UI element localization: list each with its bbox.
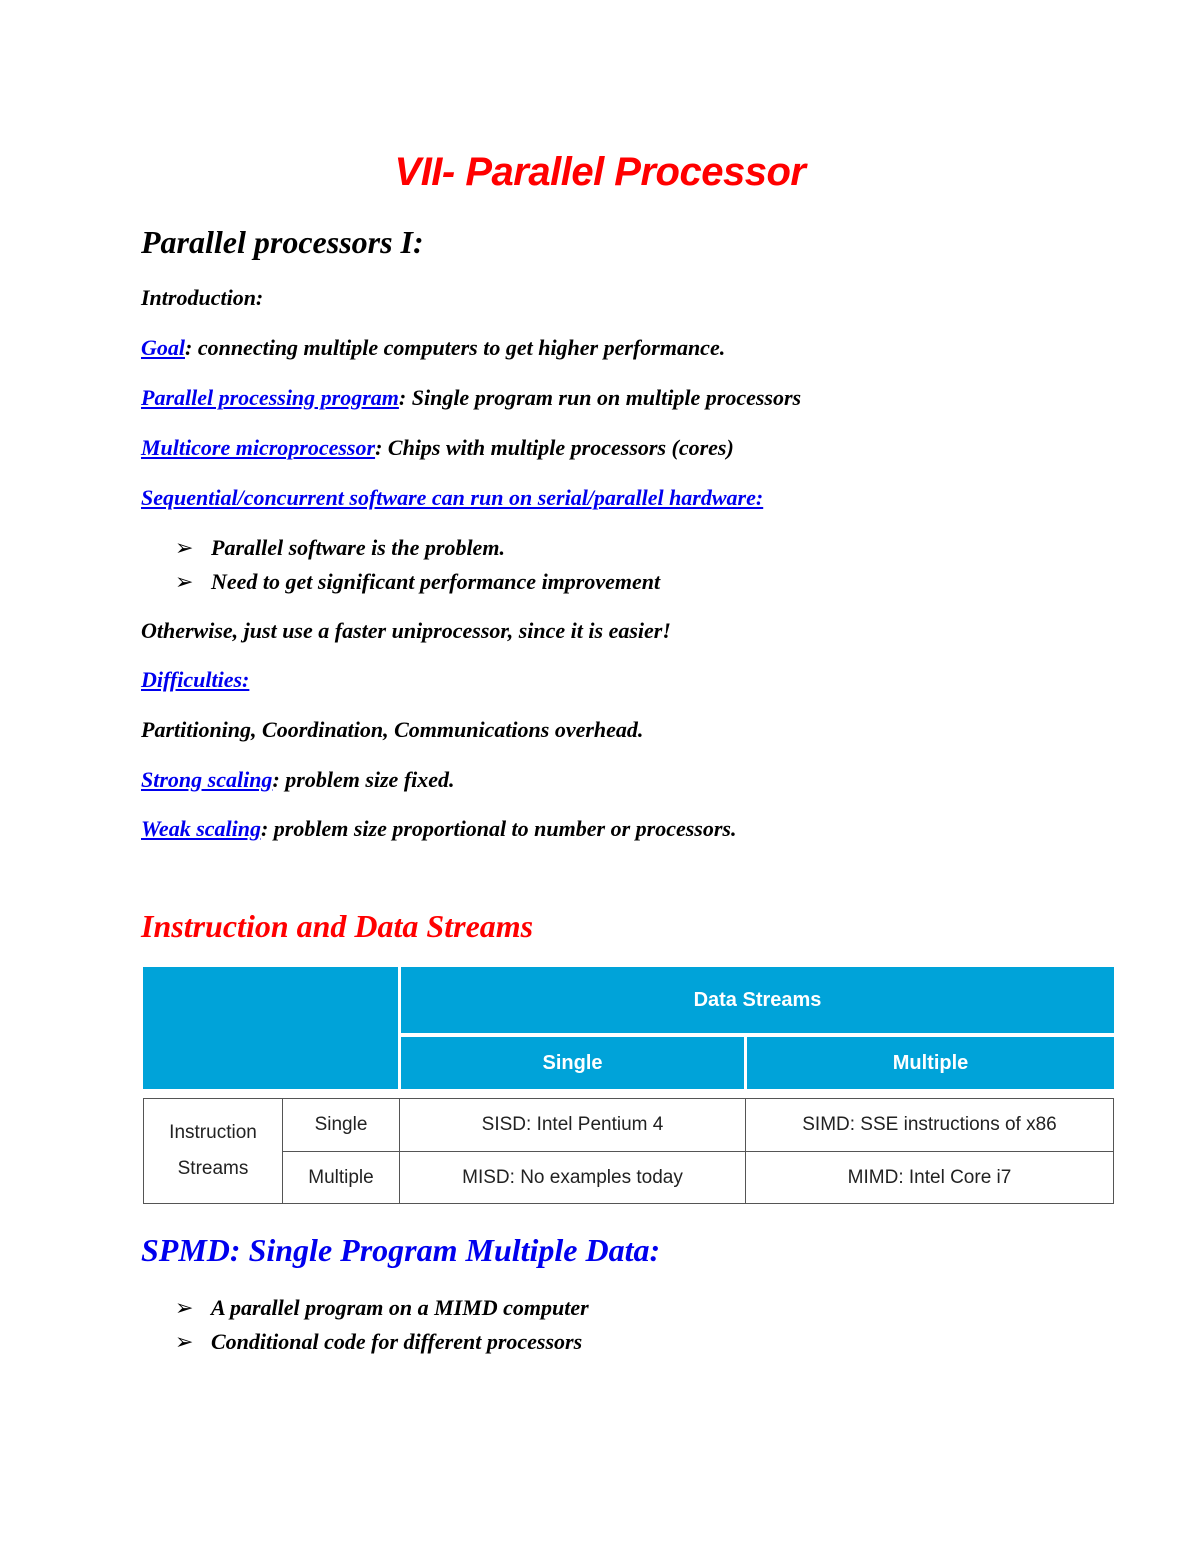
page-title: VII- Parallel Processor bbox=[394, 150, 806, 194]
subtitle: Parallel processors I: bbox=[141, 224, 424, 260]
weak-scaling-link[interactable]: Weak scaling bbox=[141, 816, 261, 841]
row-group-line2: Streams bbox=[177, 1158, 249, 1179]
table-header-data-streams: Data Streams bbox=[401, 967, 1114, 1033]
table-row-label-single: Single bbox=[282, 1098, 400, 1152]
otherwise-line: Otherwise, just use a faster uniprocessor, since it is easier! bbox=[141, 618, 671, 643]
section-heading-spmd: SPMD: Single Program Multiple Data: bbox=[141, 1232, 661, 1268]
row-group-line1: Instruction bbox=[169, 1122, 257, 1143]
list-item: ➢ A parallel program on a MIMD computer bbox=[175, 1291, 589, 1325]
table-cell-mimd: MIMD: Intel Core i7 bbox=[745, 1151, 1114, 1204]
arrow-bullet-icon: ➢ bbox=[175, 1295, 194, 1320]
multicore-microprocessor-link[interactable]: Multicore microprocessor bbox=[141, 435, 376, 460]
list-item: ➢ Parallel software is the problem. bbox=[175, 531, 660, 565]
section-heading-streams: Instruction and Data Streams bbox=[141, 908, 534, 944]
arrow-bullet-icon: ➢ bbox=[175, 569, 194, 594]
strong-scaling-link[interactable]: Strong scaling bbox=[141, 767, 273, 792]
table-cell-simd: SIMD: SSE instructions of x86 bbox=[745, 1098, 1114, 1152]
table-cell-misd: MISD: No examples today bbox=[399, 1151, 746, 1204]
ppp-line bbox=[141, 385, 801, 411]
multicore-line bbox=[141, 435, 734, 461]
goal-line bbox=[141, 335, 725, 361]
arrow-bullet-icon: ➢ bbox=[175, 535, 194, 560]
intro-label: Introduction: bbox=[141, 285, 264, 310]
goal-text: : connecting multiple computers to get higher performance. bbox=[185, 335, 726, 360]
table-row-label-multiple: Multiple bbox=[282, 1151, 400, 1204]
table-header-single: Single bbox=[401, 1037, 744, 1089]
sequential-concurrent-link[interactable]: Sequential/concurrent software can run on serial/parallel hardware: bbox=[141, 485, 764, 510]
multicore-text: : Chips with multiple processors (cores) bbox=[375, 435, 734, 460]
list-item: ➢ Need to get significant performance improvement bbox=[175, 565, 660, 599]
table-header-multiple: Multiple bbox=[747, 1037, 1114, 1089]
arrow-bullet-icon: ➢ bbox=[175, 1329, 194, 1354]
table-row-group-label bbox=[143, 1098, 283, 1204]
ppp-text: : Single program run on multiple processors bbox=[398, 385, 802, 410]
weak-scaling-line bbox=[141, 816, 736, 842]
strong-scaling-line bbox=[141, 767, 455, 793]
table-corner-cell bbox=[143, 967, 398, 1089]
list-item: ➢ Conditional code for different processors bbox=[175, 1325, 589, 1359]
parallel-processing-program-link[interactable]: Parallel processing program bbox=[141, 385, 399, 410]
difficulties-link[interactable]: Difficulties: bbox=[141, 667, 250, 692]
difficulties-text: Partitioning, Coordination, Communications overhead. bbox=[141, 717, 644, 742]
bullet-list-1 bbox=[175, 531, 660, 599]
bullet-list-2 bbox=[175, 1291, 589, 1359]
weak-scaling-text: : problem size proportional to number or processors. bbox=[260, 816, 737, 841]
strong-scaling-text: : problem size fixed. bbox=[272, 767, 455, 792]
table-cell-sisd: SISD: Intel Pentium 4 bbox=[399, 1098, 746, 1152]
difficulties-line bbox=[141, 667, 249, 693]
flynn-table bbox=[143, 967, 1114, 1204]
goal-link[interactable]: Goal bbox=[141, 335, 185, 360]
sequential-line bbox=[141, 485, 763, 511]
